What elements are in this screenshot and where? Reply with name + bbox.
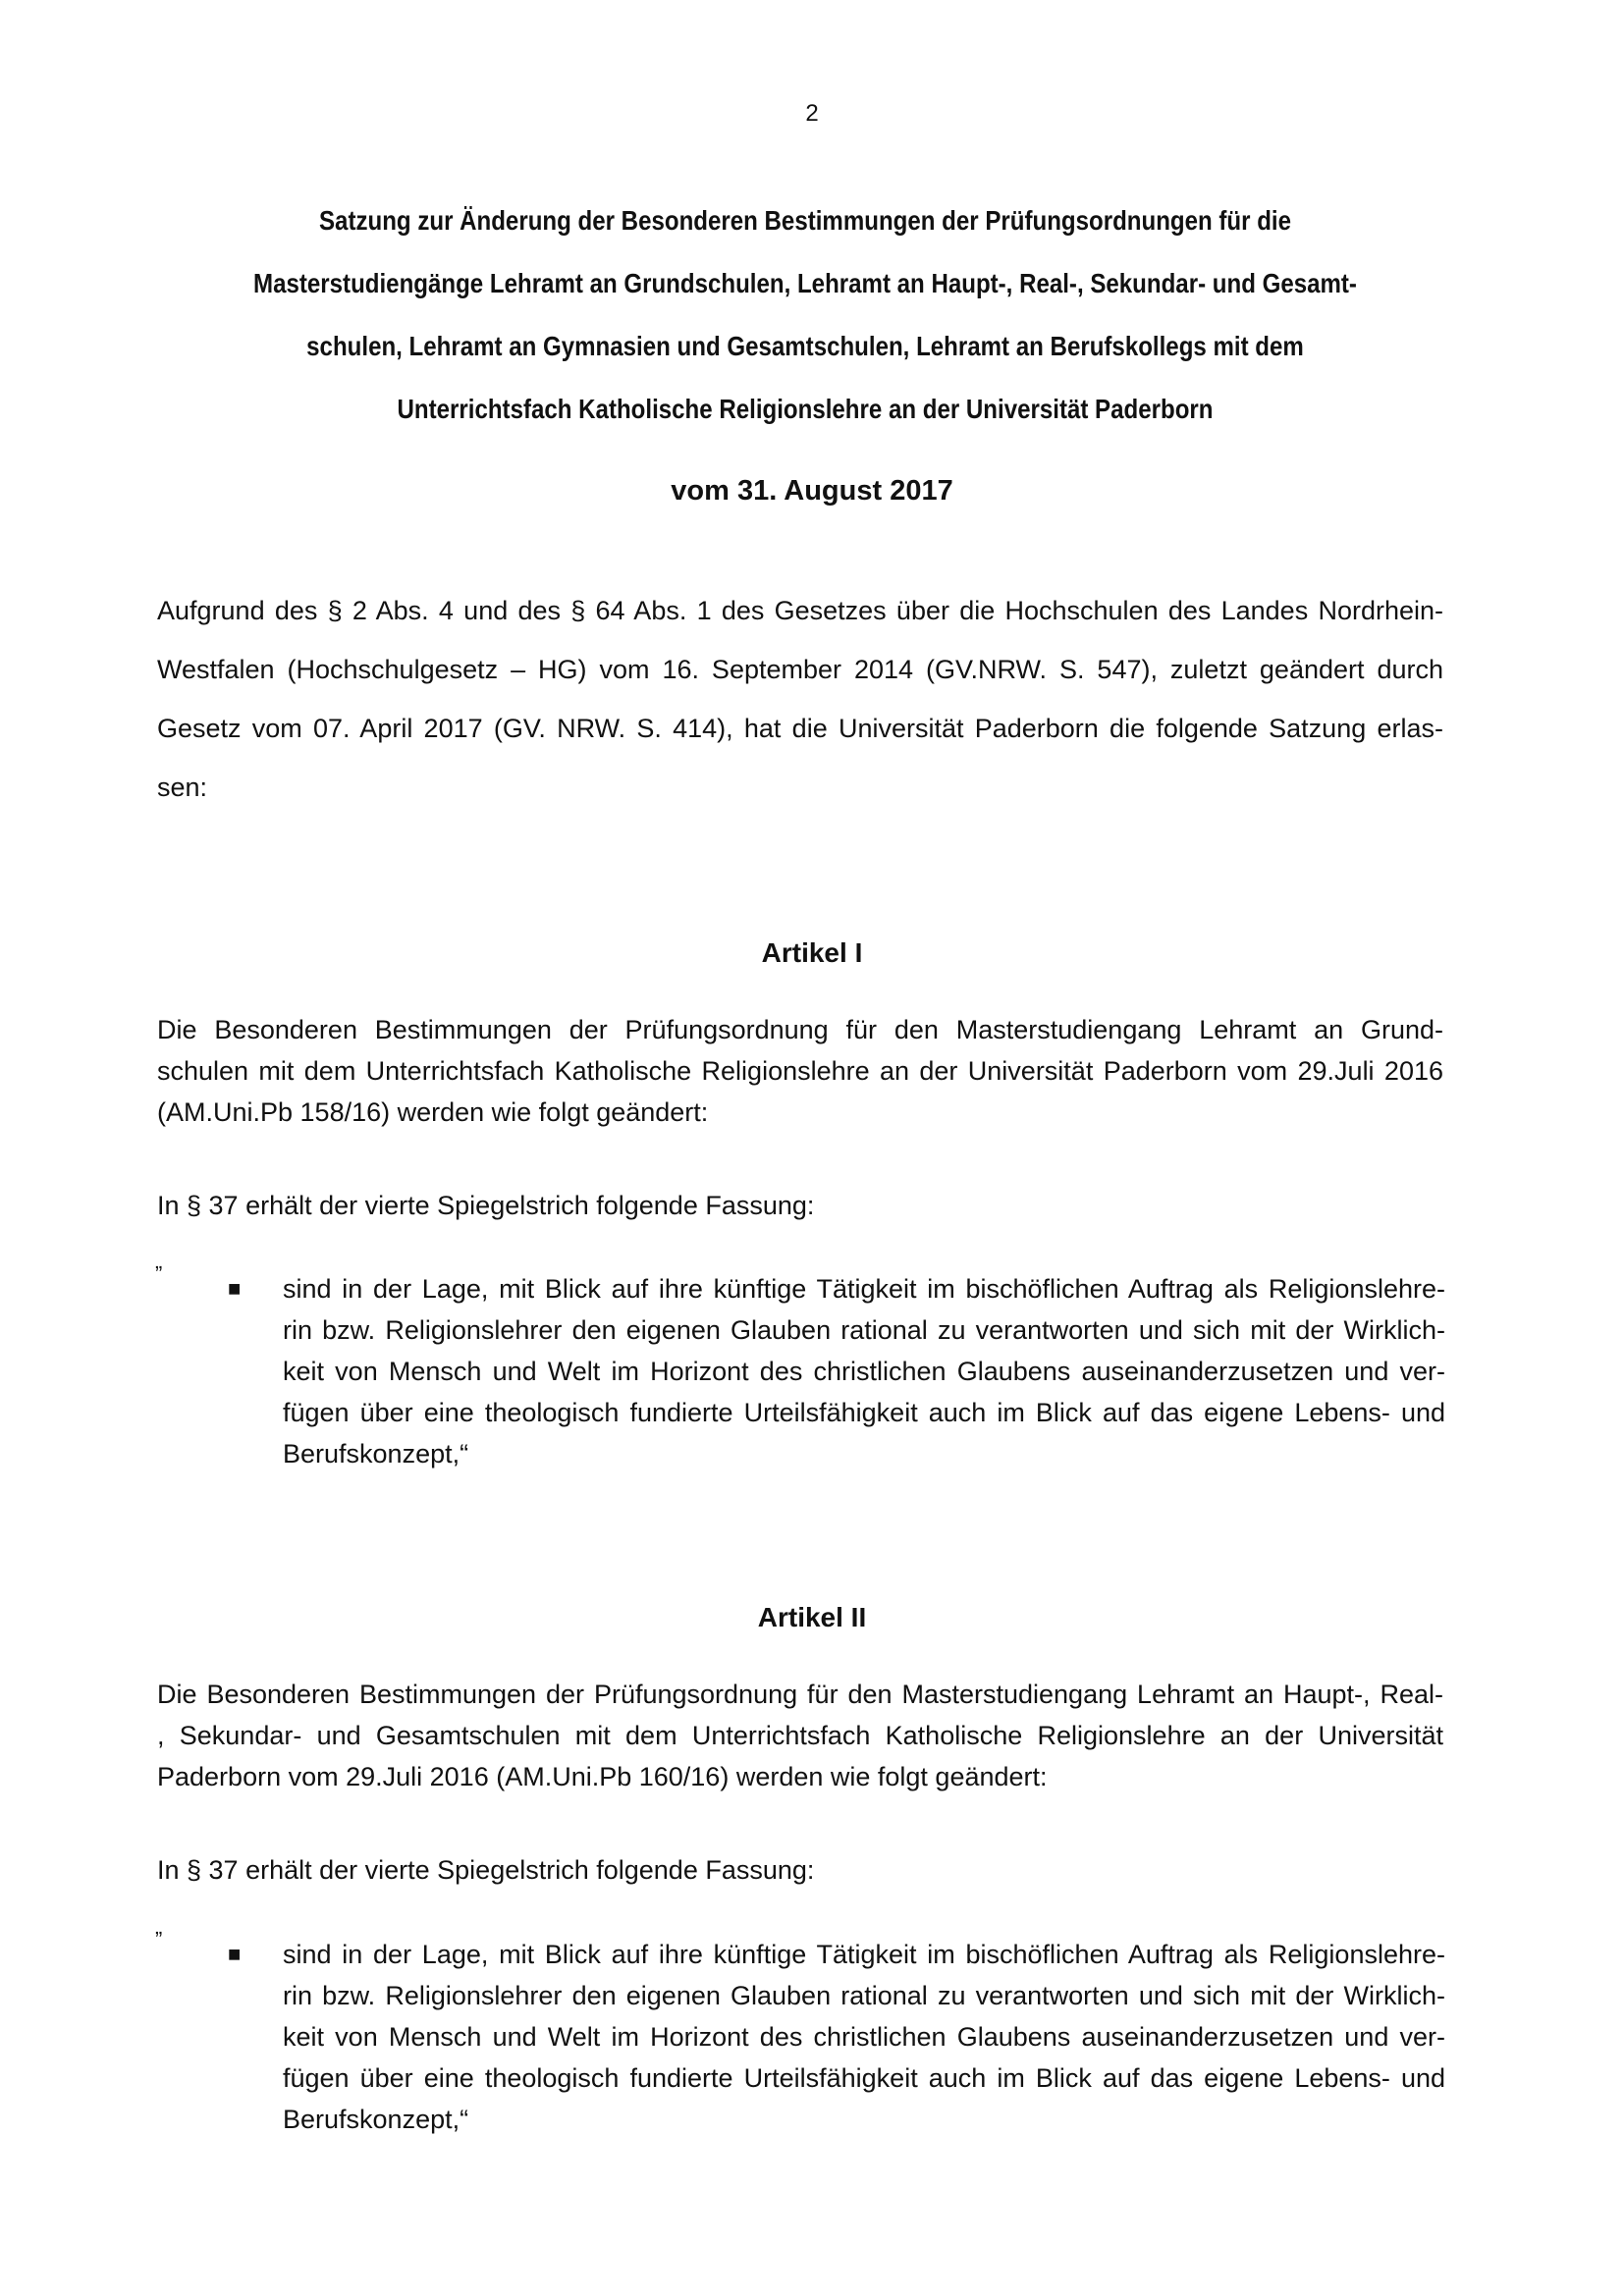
artikel-2-bullet-item [228,1934,1445,2140]
bullet-line: fügen über eine theologisch fundierte Urteilsfähigkeit auch im Blick auf das eigene Lebens- und [283,1398,1445,1427]
artikel-1-intro: In § 37 erhält der vierte Spiegelstrich folgende Fassung: [157,1191,815,1220]
title-line: Masterstudiengänge Lehramt an Grundschulen, Lehramt an Haupt-, Real-, Sekundar- und Gesamt- [253,268,1357,298]
square-bullet-icon: ■ [228,1942,242,1966]
artikel-1-body [157,1009,1443,1133]
bullet-line: keit von Mensch und Welt im Horizont des christlichen Glaubens auseinanderzusetzen und ver- [283,2022,1445,2052]
bullet-line: keit von Mensch und Welt im Horizont des christlichen Glaubens auseinanderzusetzen und ver- [283,1357,1445,1386]
artikel-2-heading: Artikel II [757,1602,867,1632]
preamble-line: Gesetz vom 07. April 2017 (GV. NRW. S. 414), hat die Universität Paderborn die folgende Satzung erlas- [157,714,1443,743]
artikel-1-bullet-text [283,1268,1445,1474]
preamble-line: Westfalen (Hochschulgesetz – HG) vom 16. September 2014 (GV.NRW. S. 547), zuletzt geändert durch [157,655,1443,684]
document-date: vom 31. August 2017 [671,475,953,507]
bullet-line: Berufskonzept,“ [283,2105,469,2134]
artikel-1-quote-open: „ [155,1249,163,1273]
artikel-2-body-line: Paderborn vom 29.Juli 2016 (AM.Uni.Pb 160/16) werden wie folgt geändert: [157,1762,1048,1791]
page-number: 2 [805,100,819,127]
bullet-line: sind in der Lage, mit Blick auf ihre künftige Tätigkeit im bischöflichen Auftrag als Religionslehre- [283,1274,1445,1304]
document-title [247,189,1362,441]
artikel-2-quote-open: „ [155,1914,163,1939]
title-line: Unterrichtsfach Katholische Religionslehre an der Universität Paderborn [397,394,1214,424]
bullet-line: sind in der Lage, mit Blick auf ihre künftige Tätigkeit im bischöflichen Auftrag als Religionslehre- [283,1940,1445,1969]
artikel-2-bullet-text [283,1934,1445,2140]
preamble-line: Aufgrund des § 2 Abs. 4 und des § 64 Abs. 1 des Gesetzes über die Hochschulen des Landes Nordrhein- [157,596,1443,625]
title-line: Satzung zur Änderung der Besonderen Bestimmungen der Prüfungsordnungen für die [318,205,1291,236]
artikel-1-body-line: (AM.Uni.Pb 158/16) werden wie folgt geändert: [157,1097,709,1127]
artikel-1-heading: Artikel I [761,937,863,968]
preamble-paragraph [157,581,1443,817]
bullet-line: fügen über eine theologisch fundierte Urteilsfähigkeit auch im Blick auf das eigene Lebens- und [283,2063,1445,2093]
artikel-2-intro: In § 37 erhält der vierte Spiegelstrich folgende Fassung: [157,1855,815,1885]
artikel-1-bullet-item [228,1268,1445,1474]
bullet-line: Berufskonzept,“ [283,1439,469,1468]
artikel-2-body-line: Die Besonderen Bestimmungen der Prüfungsordnung für den Masterstudiengang Lehramt an Haupt-, Real- [157,1680,1443,1709]
artikel-1-body-line: Die Besonderen Bestimmungen der Prüfungsordnung für den Masterstudiengang Lehramt an Grund- [157,1015,1443,1044]
artikel-1-body-line: schulen mit dem Unterrichtsfach Katholische Religionslehre an der Universität Paderborn vom 29.Juli 2016 [157,1056,1443,1086]
artikel-2-body-line: , Sekundar- und Gesamtschulen mit dem Unterrichtsfach Katholische Religionslehre an der Universität [157,1721,1443,1750]
title-line: schulen, Lehramt an Gymnasien und Gesamtschulen, Lehramt an Berufskollegs mit dem [306,331,1304,361]
artikel-2-body [157,1674,1443,1797]
preamble-line: sen: [157,773,208,802]
bullet-line: rin bzw. Religionslehrer den eigenen Glauben rational zu verantworten und sich mit der Wirklich- [283,1981,1445,2010]
square-bullet-icon: ■ [228,1276,242,1301]
bullet-line: rin bzw. Religionslehrer den eigenen Glauben rational zu verantworten und sich mit der Wirklich- [283,1315,1445,1345]
